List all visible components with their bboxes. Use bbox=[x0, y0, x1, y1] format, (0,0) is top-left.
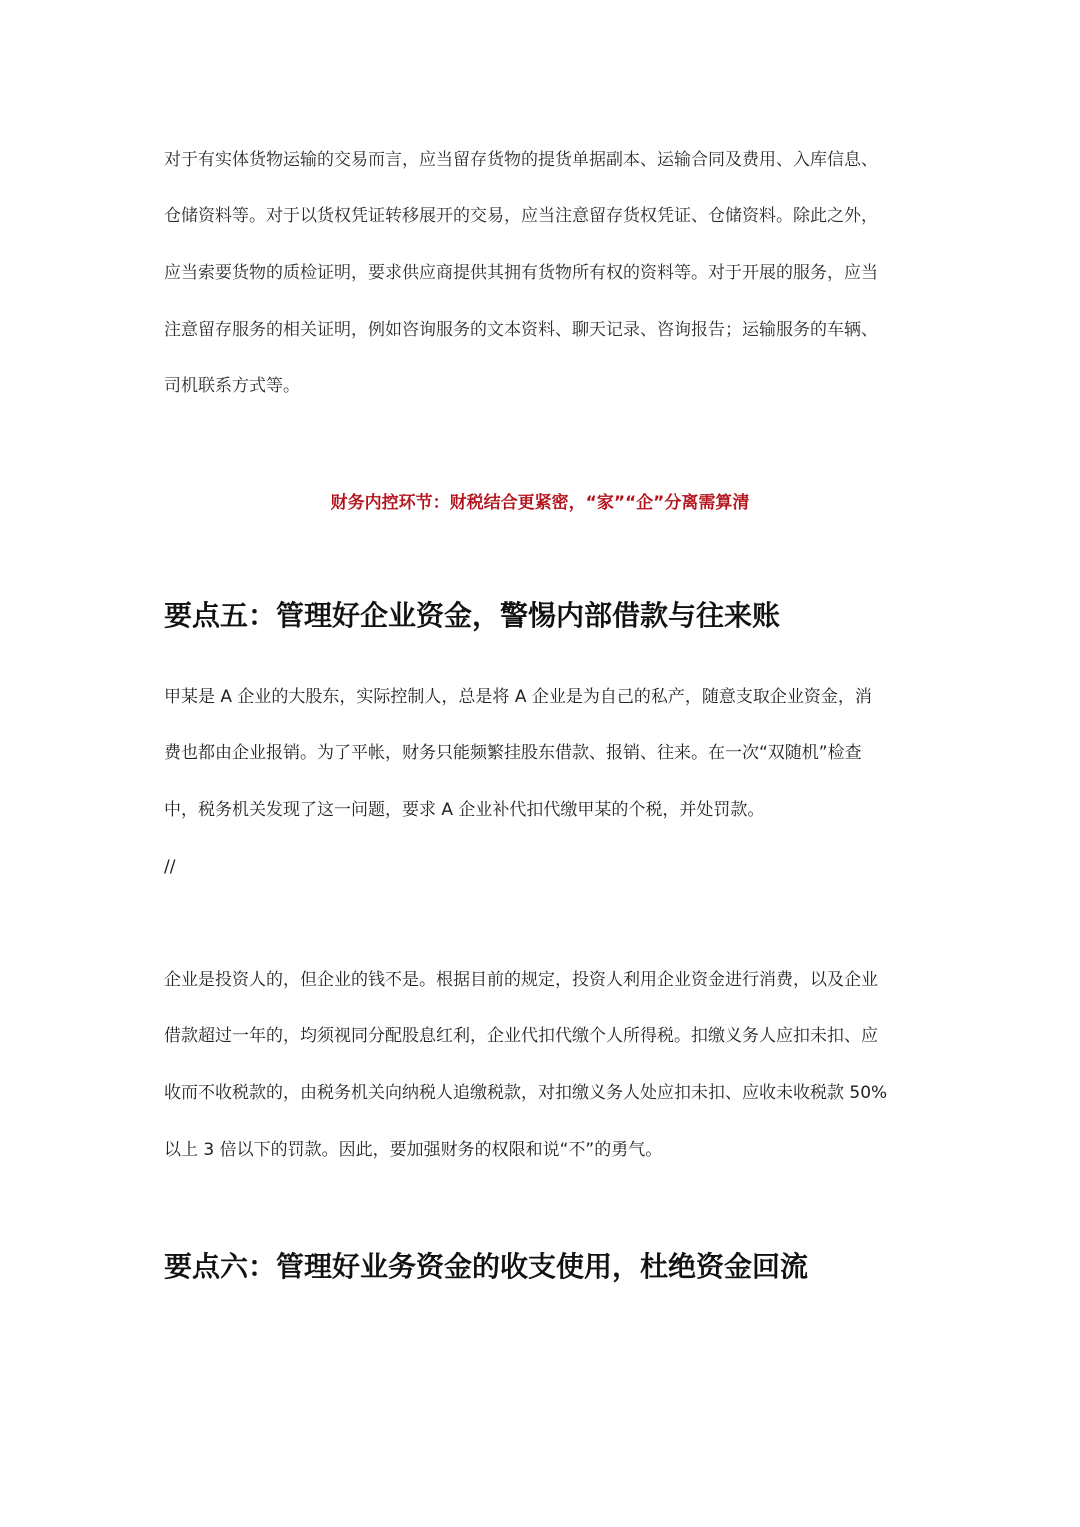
paragraph-line: 借款超过一年的，均须视同分配股息红利，企业代扣代缴个人所得税。扣缴义务人应扣未扣、应 bbox=[164, 1026, 878, 1046]
separator-mark: // bbox=[164, 857, 176, 877]
section-subheading: 财务内控环节：财税结合更紧密，“家”“企”分离需算清 bbox=[330, 493, 750, 513]
paragraph-line: 对于有实体货物运输的交易而言，应当留存货物的提货单据副本、运输合同及费用、入库信息、 bbox=[164, 150, 878, 170]
paragraph-line: 收而不收税款的，由税务机关向纳税人追缴税款，对扣缴义务人处应扣未扣、应收未收税款 50% bbox=[164, 1083, 888, 1103]
paragraph-line: 应当索要货物的质检证明，要求供应商提供其拥有货物所有权的资料等。对于开展的服务，应当 bbox=[164, 263, 878, 283]
paragraph-line: 费也都由企业报销。为了平帐，财务只能频繁挂股东借款、报销、往来。在一次“双随机”检查 bbox=[164, 743, 862, 763]
paragraph-line: 仓储资料等。对于以货权凭证转移展开的交易，应当注意留存货权凭证、仓储资料。除此之外， bbox=[164, 206, 878, 226]
paragraph-line: 企业是投资人的，但企业的钱不是。根据目前的规定，投资人利用企业资金进行消费，以及企业 bbox=[164, 970, 878, 990]
paragraph-line: 司机联系方式等。 bbox=[164, 376, 300, 396]
paragraph-line: 中，税务机关发现了这一问题，要求 A 企业补代扣代缴甲某的个税，并处罚款。 bbox=[164, 800, 765, 820]
paragraph-line: 注意留存服务的相关证明，例如咨询服务的文本资料、聊天记录、咨询报告；运输服务的车辆、 bbox=[164, 320, 878, 340]
heading-point-six: 要点六：管理好业务资金的收支使用，杜绝资金回流 bbox=[164, 1250, 809, 1283]
heading-point-five: 要点五：管理好企业资金，警惕内部借款与往来账 bbox=[164, 599, 781, 632]
paragraph-line: 以上 3 倍以下的罚款。因此，要加强财务的权限和说“不”的勇气。 bbox=[164, 1140, 663, 1160]
paragraph-line: 甲某是 A 企业的大股东，实际控制人，总是将 A 企业是为自己的私产，随意支取企业资金，消 bbox=[164, 687, 872, 707]
